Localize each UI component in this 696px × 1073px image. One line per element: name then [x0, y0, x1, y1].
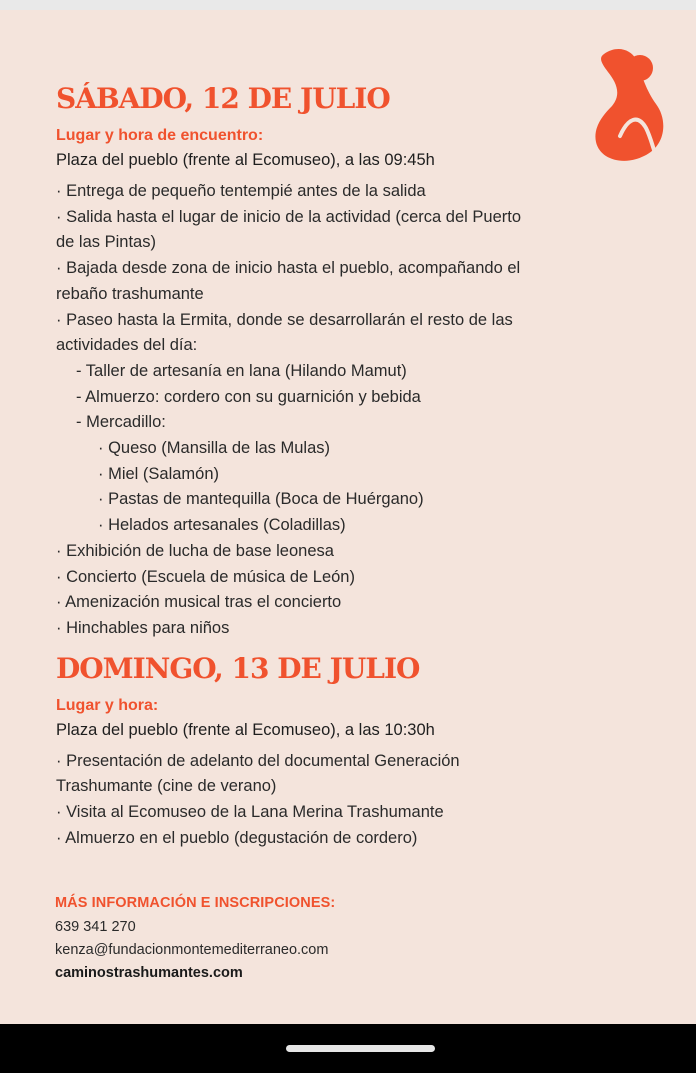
list-item: · Exhibición de lucha de base leonesa: [56, 541, 334, 560]
sunday-meet-place: Plaza del pueblo (frente al Ecomuseo), a las 10:30h: [56, 720, 435, 739]
list-item: · Amenización musical tras el concierto: [56, 593, 342, 612]
list-item: - Taller de artesanía en lana (Hilando Mamut): [76, 361, 407, 380]
list-item: · Bajada desde zona de inicio hasta el pueblo, acompañando el: [56, 259, 521, 278]
sunday-activity-list: [56, 749, 616, 852]
navigation-bar: [0, 1024, 696, 1073]
phone-number[interactable]: 639 341 270: [55, 919, 136, 935]
event-poster: [0, 10, 696, 1024]
list-item: Trashumante (cine de verano): [56, 777, 277, 796]
list-item: · Entrega de pequeño tentempié antes de la salida: [56, 182, 426, 200]
contact-info: [55, 894, 335, 985]
saturday-title: SÁBADO, 12 DE JULIO: [56, 82, 390, 115]
list-item: · Miel (Salamón): [98, 464, 220, 483]
list-item: · Queso (Mansilla de las Mulas): [98, 439, 330, 458]
list-item: · Paseo hasta la Ermita, donde se desarrollarán el resto de las: [56, 310, 513, 329]
list-item: · Concierto (Escuela de música de León): [56, 567, 355, 586]
list-item: - Mercadillo:: [76, 413, 166, 432]
list-item: · Presentación de adelanto del documental Generación: [56, 751, 460, 770]
list-item: · Almuerzo en el pueblo (degustación de cordero): [56, 828, 418, 847]
list-item: de las Pintas): [56, 233, 156, 252]
email-link[interactable]: kenza@fundacionmontemediterraneo.com: [55, 942, 329, 958]
list-item: rebaño trashumante: [56, 284, 204, 303]
program-content: [56, 82, 616, 851]
sunday-title: DOMINGO, 13 DE JULIO: [56, 651, 420, 685]
list-item: · Salida hasta el lugar de inicio de la actividad (cerca del Puerto: [56, 207, 522, 226]
saturday-meet-label: Lugar y hora de encuentro:: [56, 127, 264, 144]
saturday-meet-place: Plaza del pueblo (frente al Ecomuseo), a las 09:45h: [56, 151, 435, 169]
home-indicator-icon[interactable]: [286, 1045, 435, 1052]
list-item: actividades del día:: [56, 336, 198, 355]
list-item: · Helados artesanales (Coladillas): [98, 516, 346, 535]
info-heading: MÁS INFORMACIÓN E INSCRIPCIONES:: [55, 895, 336, 911]
list-item: · Pastas de mantequilla (Boca de Huérgano): [98, 490, 424, 509]
list-item: · Visita al Ecomuseo de la Lana Merina Trashumante: [56, 803, 444, 822]
website-link[interactable]: caminostrashumantes.com: [55, 965, 243, 981]
status-strip: [0, 0, 696, 10]
sunday-meet-label: Lugar y hora:: [56, 696, 159, 714]
list-item: · Hinchables para niños: [56, 618, 230, 637]
saturday-activity-list: [56, 179, 616, 642]
list-item: - Almuerzo: cordero con su guarnición y bebida: [76, 387, 421, 406]
